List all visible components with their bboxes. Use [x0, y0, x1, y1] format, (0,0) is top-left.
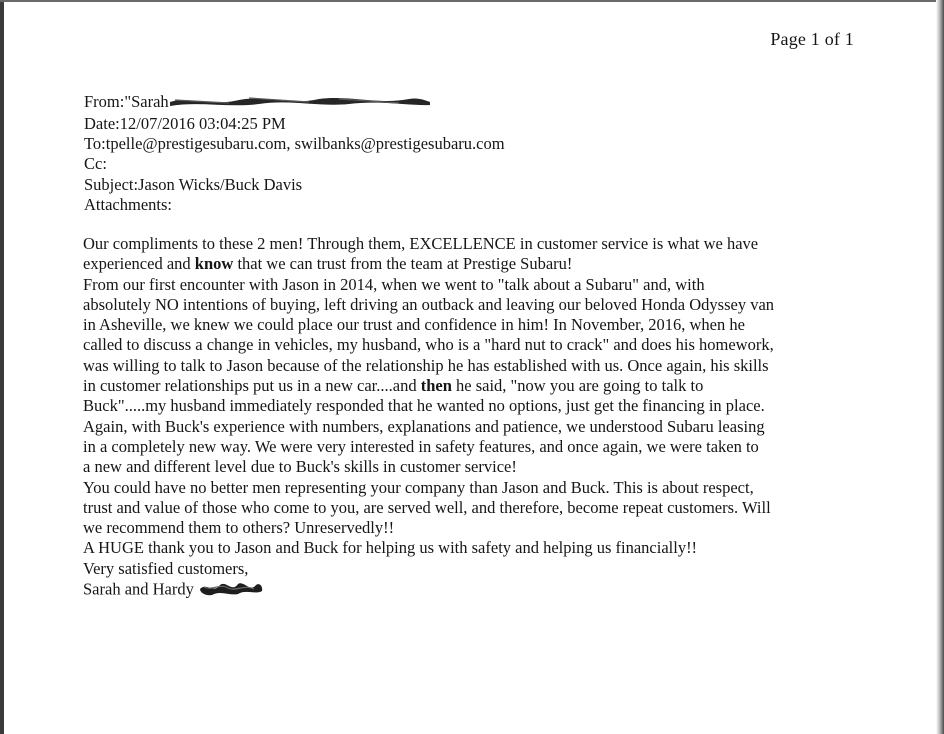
- cc-line: Cc:: [84, 154, 107, 174]
- body-line: in a completely new way. We were very interested in safety features, and once again, we were taken to: [83, 436, 759, 456]
- page-left-edge: [0, 0, 4, 734]
- signature-text: Sarah and Hardy: [83, 579, 194, 599]
- body-text: in customer relationships put us in a new car....and: [83, 376, 421, 396]
- body-line: was willing to talk to Jason because of the relationship he has established with us. Once again, his skills: [83, 355, 769, 375]
- body-text: that we can trust from the team at Prestige Subaru!: [233, 254, 573, 274]
- date-line: Date:12/07/2016 03:04:25 PM: [84, 113, 286, 133]
- body-text: he said, "now you are going to talk to: [451, 376, 704, 396]
- page-top-edge: [0, 0, 944, 2]
- body-line: [83, 376, 873, 396]
- body-line: [83, 254, 873, 274]
- redacted-surname: [198, 579, 264, 602]
- redacted-sender-name: [169, 93, 431, 114]
- body-line: in Asheville, we knew we could place our trust and confidence in him! In November, 2016, when he: [83, 315, 745, 335]
- body-line: absolutely NO intentions of buying, left driving an outback and leaving our beloved Honda Odyssey van: [83, 294, 775, 314]
- attachments-line: Attachments:: [84, 195, 172, 215]
- body-line: Again, with Buck's experience with numbers, explanations and patience, we understood Subaru leasing: [83, 416, 765, 436]
- subject-line: Subject:Jason Wicks/Buck Davis: [84, 174, 303, 194]
- page-number: Page 1 of 1: [770, 29, 854, 49]
- body-line: called to discuss a change in vehicles, my husband, who is a "hard nut to crack" and does his homework,: [83, 335, 774, 355]
- body-line: From our first encounter with Jason in 2014, when we went to "talk about a Subaru" and, with: [83, 274, 705, 294]
- email-body: [83, 234, 873, 602]
- from-line: [84, 92, 505, 114]
- body-line: trust and value of those who come to you, are served well, and therefore, become repeat customers. Will: [83, 497, 771, 517]
- body-line: A HUGE thank you to Jason and Buck for helping us with safety and helping us financially!!: [83, 538, 698, 558]
- email-header: [84, 92, 505, 215]
- body-line: Our compliments to these 2 men! Through them, EXCELLENCE in customer service is what we have: [83, 234, 759, 253]
- page-right-edge: [936, 0, 944, 734]
- to-line: To:tpelle@prestigesubaru.com, swilbanks@prestigesubaru.com: [84, 134, 505, 154]
- bold-word-know: know: [194, 254, 234, 274]
- closing-line: Very satisfied customers,: [83, 558, 249, 578]
- signature-line: [83, 579, 873, 602]
- body-text: experienced and: [83, 254, 195, 274]
- body-line: You could have no better men representing your company than Jason and Buck. This is about respect,: [83, 477, 754, 497]
- body-line: a new and different level due to Buck's skills in customer service!: [83, 457, 517, 477]
- body-line: Buck".....my husband immediately responded that he wanted no options, just get the financing in place.: [83, 396, 765, 416]
- from-label: From:"Sarah: [84, 92, 169, 111]
- bold-word-then: then: [420, 376, 452, 396]
- body-line: we recommend them to others? Unreservedly!!: [83, 518, 395, 538]
